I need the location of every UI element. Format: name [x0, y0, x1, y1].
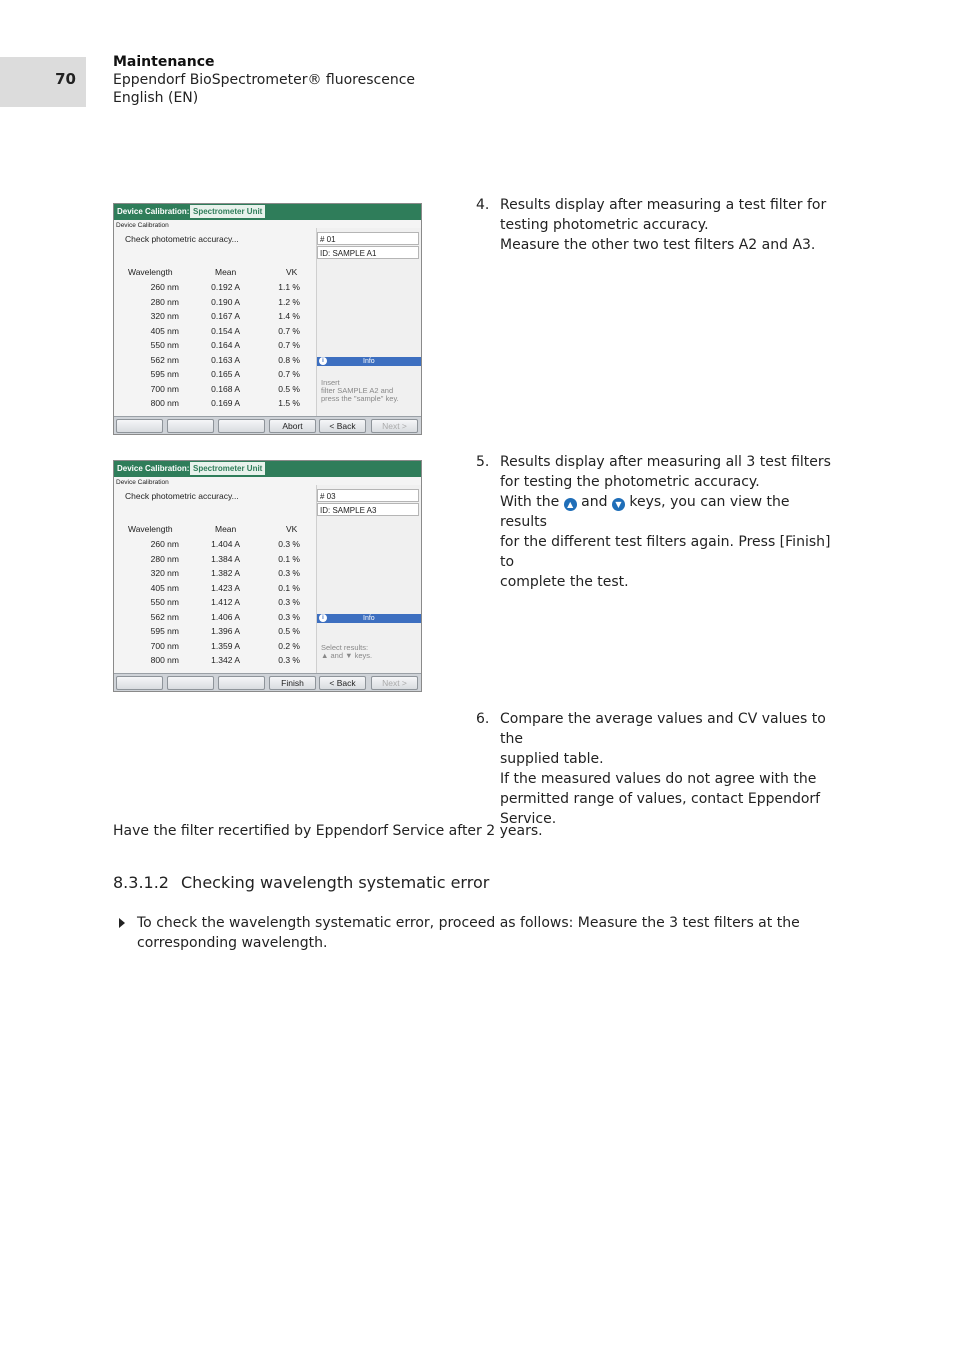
column-header-vk: VK	[286, 524, 298, 534]
mean-cell: 0.165 A	[211, 369, 240, 379]
step-text-line: Results display after measuring a test filter for	[500, 197, 827, 213]
softkey-2[interactable]	[167, 419, 214, 433]
info-icon: i	[319, 614, 327, 622]
info-text-line: press the "sample" key.	[321, 394, 399, 403]
wavelength-cell: 280 nm	[150, 553, 179, 564]
step-text-line: complete the test.	[500, 574, 629, 590]
wavelength-cell: 320 nm	[150, 311, 179, 321]
softkey-2[interactable]	[167, 676, 214, 690]
vk-cell: 0.3 %	[278, 611, 300, 622]
step-text-line: testing photometric accuracy.	[500, 217, 709, 233]
step-text-line: Service.	[500, 811, 557, 827]
vk-cell: 0.7 %	[278, 325, 300, 336]
mean-cell: 1.342 A	[211, 655, 240, 665]
info-bar	[317, 357, 421, 366]
device-screen-1	[113, 203, 422, 435]
step-text-line: Measure the other two test filters A2 and A3.	[500, 237, 816, 253]
instruction-bullet	[113, 913, 813, 953]
vk-cell: 0.3 %	[278, 597, 300, 607]
softkey-bar	[114, 416, 421, 435]
step-text-line: Results display after measuring all 3 test filters	[500, 454, 831, 470]
wavelength-cell: 800 nm	[150, 655, 179, 665]
wavelength-cell: 405 nm	[150, 582, 179, 593]
mean-cell: 0.163 A	[211, 354, 240, 365]
step-text-line	[500, 492, 836, 532]
info-bar	[317, 614, 421, 623]
column-header-mean: Mean	[215, 267, 237, 277]
mean-cell: 1.423 A	[211, 582, 240, 593]
sample-number-field: # 03	[317, 489, 419, 502]
vk-cell: 1.4 %	[278, 311, 300, 321]
step-text-fragment: and	[581, 494, 608, 510]
screen-title-tab: Spectrometer Unit	[190, 205, 265, 218]
step-text-fragment: keys, you can view the results	[500, 494, 790, 530]
step-6	[476, 709, 836, 829]
screen-subtitle: Device Calibration	[116, 479, 169, 486]
finish-button[interactable]: Finish	[269, 676, 316, 690]
info-text-line: Select results:	[321, 643, 369, 652]
screen-title: Device Calibration:	[117, 207, 190, 216]
vk-cell: 0.5 %	[278, 626, 300, 636]
screen-status-text: Check photometric accuracy...	[125, 234, 239, 244]
mean-cell: 0.190 A	[211, 296, 240, 307]
mean-cell: 1.412 A	[211, 597, 240, 607]
running-header	[113, 53, 415, 107]
wavelength-cell: 260 nm	[150, 282, 179, 292]
bullet-text-line: corresponding wavelength.	[137, 935, 328, 951]
vk-cell: 1.2 %	[278, 296, 300, 307]
screen-status-text: Check photometric accuracy...	[125, 491, 239, 501]
vk-cell: 0.3 %	[278, 539, 300, 549]
vk-cell: 0.7 %	[278, 340, 300, 350]
section-heading	[113, 873, 489, 892]
softkey-3[interactable]	[218, 419, 265, 433]
next-button[interactable]: Next >	[371, 676, 418, 690]
vk-cell: 0.5 %	[278, 383, 300, 394]
column-header-mean: Mean	[215, 524, 237, 534]
step-4	[476, 195, 836, 255]
vk-cell: 0.7 %	[278, 369, 300, 379]
recertification-note: Have the filter recertified by Eppendorf Service after 2 years.	[113, 823, 543, 839]
wavelength-cell: 595 nm	[150, 369, 179, 379]
screen-title-bar	[114, 461, 421, 477]
step-text-line: for testing the photometric accuracy.	[500, 474, 760, 490]
device-screen-2	[113, 460, 422, 692]
info-text-line: Insert	[321, 378, 340, 387]
step-5	[476, 452, 836, 592]
column-header-vk: VK	[286, 267, 298, 277]
screen-title-bar	[114, 204, 421, 220]
step-number: 5.	[476, 454, 490, 470]
sample-id-field: ID: SAMPLE A1	[317, 246, 419, 259]
mean-cell: 0.167 A	[211, 311, 240, 321]
softkey-1[interactable]	[116, 676, 163, 690]
vk-cell: 0.8 %	[278, 354, 300, 365]
vk-cell: 1.5 %	[278, 398, 300, 408]
wavelength-cell: 700 nm	[150, 383, 179, 394]
wavelength-cell: 562 nm	[150, 354, 179, 365]
softkey-bar	[114, 673, 421, 692]
arrow-up-key-icon: ▲	[564, 498, 577, 511]
header-product: Eppendorf BioSpectrometer® fluorescence	[113, 72, 416, 88]
mean-cell: 0.154 A	[211, 325, 240, 336]
page-number: 70	[55, 70, 76, 88]
mean-cell: 0.192 A	[211, 282, 240, 292]
wavelength-cell: 550 nm	[150, 597, 179, 607]
vk-cell: 0.3 %	[278, 655, 300, 665]
vk-cell: 0.3 %	[278, 568, 300, 578]
step-text-fragment: With the	[500, 494, 560, 510]
mean-cell: 0.168 A	[211, 383, 240, 394]
step-text-line: Compare the average values and CV values to the	[500, 711, 826, 747]
screen-subtitle: Device Calibration	[116, 222, 169, 229]
mean-cell: 1.359 A	[211, 640, 240, 651]
column-header-wavelength: Wavelength	[128, 524, 173, 534]
mean-cell: 0.169 A	[211, 398, 240, 408]
step-text-line: supplied table.	[500, 751, 604, 767]
wavelength-cell: 320 nm	[150, 568, 179, 578]
wavelength-cell: 280 nm	[150, 296, 179, 307]
sample-id-field: ID: SAMPLE A3	[317, 503, 419, 516]
mean-cell: 1.406 A	[211, 611, 240, 622]
softkey-3[interactable]	[218, 676, 265, 690]
bullet-text-line: To check the wavelength systematic error, proceed as follows: Measure the 3 test filters at the	[137, 915, 800, 931]
wavelength-cell: 700 nm	[150, 640, 179, 651]
header-section: Maintenance	[113, 54, 215, 70]
back-button[interactable]: < Back	[319, 676, 366, 690]
vk-cell: 0.1 %	[278, 553, 300, 564]
info-label: Info	[363, 358, 375, 365]
mean-cell: 1.384 A	[211, 553, 240, 564]
vk-cell: 0.1 %	[278, 582, 300, 593]
step-text-line: permitted range of values, contact Eppendorf	[500, 791, 821, 807]
section-title: Checking wavelength systematic error	[181, 873, 490, 892]
info-icon: i	[319, 357, 327, 365]
screen-title: Device Calibration:	[117, 464, 190, 473]
step-text-line: If the measured values do not agree with the	[500, 771, 817, 787]
wavelength-cell: 405 nm	[150, 325, 179, 336]
sample-number-field: # 01	[317, 232, 419, 245]
mean-cell: 0.164 A	[211, 340, 240, 350]
header-language: English (EN)	[113, 90, 199, 106]
screen-title-tab: Spectrometer Unit	[190, 462, 265, 475]
wavelength-cell: 595 nm	[150, 626, 179, 636]
abort-button[interactable]: Abort	[269, 419, 316, 433]
softkey-1[interactable]	[116, 419, 163, 433]
wavelength-cell: 260 nm	[150, 539, 179, 549]
vk-cell: 0.2 %	[278, 640, 300, 651]
step-number: 4.	[476, 197, 490, 213]
mean-cell: 1.396 A	[211, 626, 240, 636]
wavelength-cell: 562 nm	[150, 611, 179, 622]
step-number: 6.	[476, 711, 490, 727]
arrow-down-key-icon: ▼	[612, 498, 625, 511]
column-header-wavelength: Wavelength	[128, 267, 173, 277]
step-text-line: for the different test filters again. Press [Finish] to	[500, 534, 831, 570]
vk-cell: 1.1 %	[278, 282, 300, 292]
page-number-box	[0, 57, 86, 107]
triangle-right-icon	[119, 918, 125, 928]
info-text-line: filter SAMPLE A2 and	[321, 386, 394, 395]
back-button[interactable]: < Back	[319, 419, 366, 433]
wavelength-cell: 800 nm	[150, 398, 179, 408]
section-number: 8.3.1.2	[113, 873, 169, 892]
info-label: Info	[363, 615, 375, 622]
mean-cell: 1.404 A	[211, 539, 240, 549]
info-text-line: ▲ and ▼ keys.	[321, 651, 373, 660]
wavelength-cell: 550 nm	[150, 340, 179, 350]
next-button[interactable]: Next >	[371, 419, 418, 433]
mean-cell: 1.382 A	[211, 568, 240, 578]
